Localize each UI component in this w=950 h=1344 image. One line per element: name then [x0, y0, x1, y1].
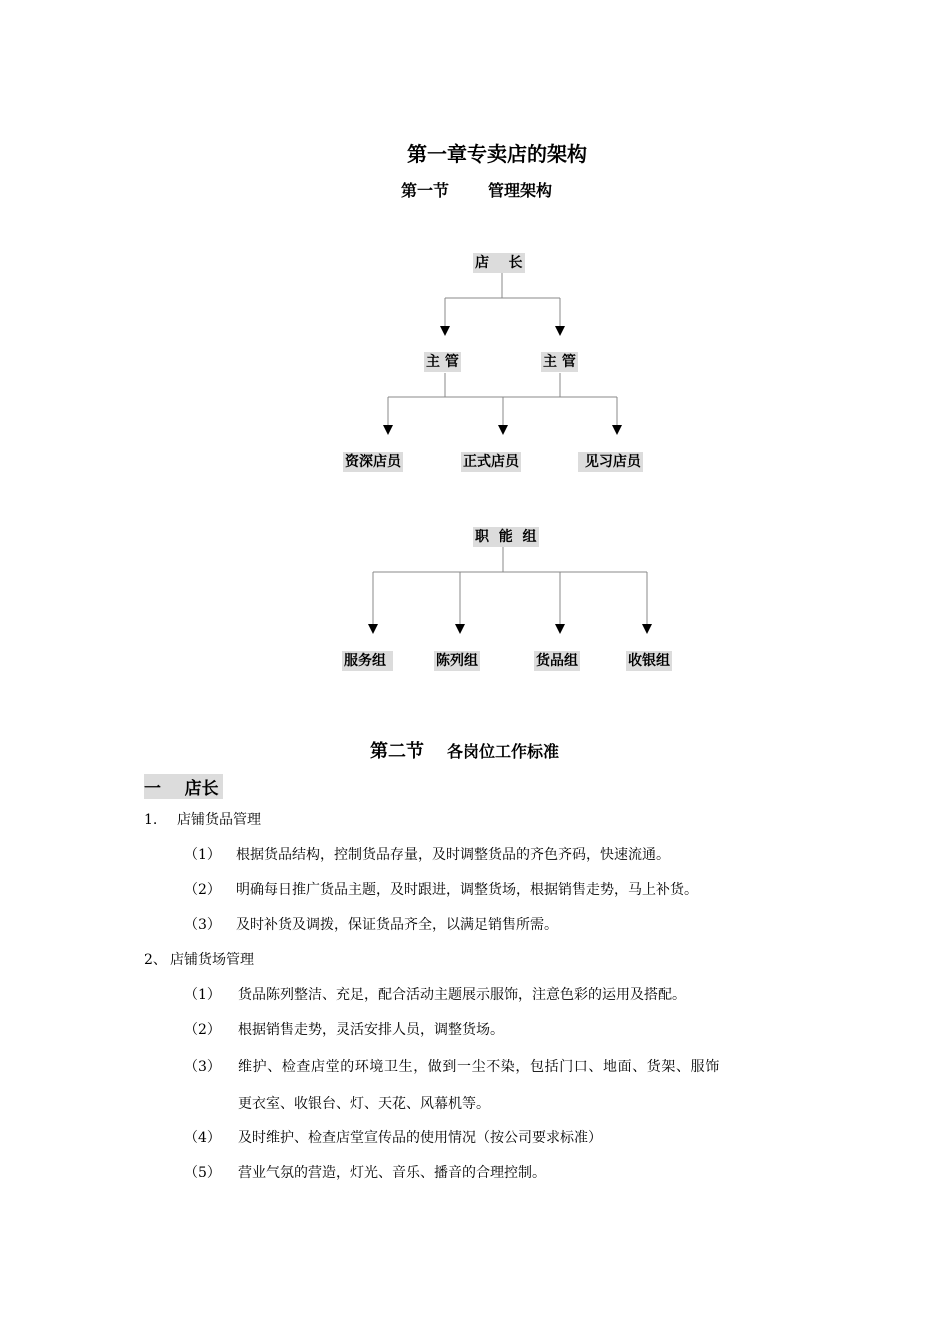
sub-item-number: （4） — [184, 1130, 221, 1146]
arrow-icon — [642, 624, 652, 634]
org-node-merchandise-group: 货品组 — [536, 653, 578, 669]
arrow-icon — [555, 326, 565, 336]
sub-item-number: （5） — [184, 1165, 221, 1181]
section1-title: 管理架构 — [488, 181, 553, 200]
sub-item-text: 及时维护、检查店堂宣传品的使用情况（按公司要求标准） — [238, 1130, 602, 1146]
org-node-display-group: 陈列组 — [436, 653, 478, 669]
org-node-supervisor: 主 管 — [543, 354, 576, 370]
sub-item-number: （3） — [184, 1059, 221, 1075]
part-heading-store-manager: 一 店长 — [144, 774, 223, 799]
section2-label: 第二节 — [370, 741, 424, 762]
sub-item-text: 根据货品结构，控制货品存量，及时调整货品的齐色齐码，快速流通。 — [236, 847, 670, 863]
org-node-trainee-staff: 见习店员 — [580, 454, 641, 470]
arrow-icon — [498, 425, 508, 435]
org-node-store-manager: 店 长 — [475, 255, 523, 271]
org-node-supervisor: 主 管 — [426, 354, 459, 370]
org-node-cashier-group: 收银组 — [628, 653, 670, 669]
item-title: 店铺货品管理 — [177, 812, 261, 828]
org-node-service-group: 服务组 — [344, 653, 391, 669]
arrow-icon — [383, 425, 393, 435]
sub-item-text-continued: 更衣室、收银台、灯、天花、风幕机等。 — [238, 1096, 490, 1112]
arrow-icon — [555, 624, 565, 634]
sub-item-number: （2） — [184, 1022, 221, 1038]
chapter-title: 第一章专卖店的架构 — [407, 142, 587, 166]
sub-item-text: 营业气氛的营造，灯光、音乐、播音的合理控制。 — [238, 1165, 546, 1181]
sub-item-text: 根据销售走势，灵活安排人员，调整货场。 — [238, 1022, 504, 1038]
org-node-functional-groups: 职 能 组 — [475, 529, 537, 545]
arrow-icon — [455, 624, 465, 634]
section1-label: 第一节 — [401, 181, 450, 200]
arrow-icon — [368, 624, 378, 634]
item-title: 店铺货场管理 — [170, 952, 254, 968]
sub-item-text: 维护、检查店堂的环境卫生，做到一尘不染，包括门口、地面、货架、服饰 — [238, 1059, 720, 1075]
sub-item-text: 及时补货及调拨，保证货品齐全，以满足销售所需。 — [236, 917, 558, 933]
item-number: 2、 — [144, 952, 167, 968]
section2-title: 各岗位工作标准 — [447, 742, 560, 761]
sub-item-number: （2） — [184, 882, 221, 898]
org-node-senior-staff: 资深店员 — [345, 454, 401, 470]
sub-item-number: （3） — [184, 917, 221, 933]
arrow-icon — [440, 326, 450, 336]
sub-item-number: （1） — [184, 847, 221, 863]
item-number: 1. — [144, 812, 158, 828]
sub-item-text: 货品陈列整洁、充足，配合活动主题展示服饰，注意色彩的运用及搭配。 — [238, 987, 686, 1003]
org-node-regular-staff: 正式店员 — [463, 454, 519, 470]
arrow-icon — [612, 425, 622, 435]
sub-item-number: （1） — [184, 987, 221, 1003]
sub-item-text: 明确每日推广货品主题，及时跟进，调整货场，根据销售走势，马上补货。 — [236, 882, 698, 898]
